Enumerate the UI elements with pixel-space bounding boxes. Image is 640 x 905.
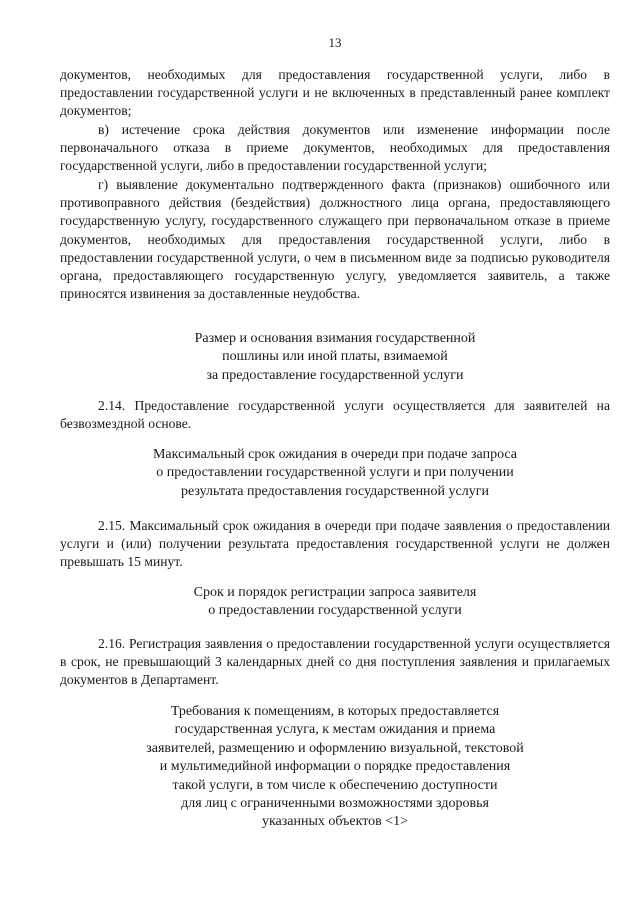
paragraph-item-g: г) выявление документально подтвержденного факта (признаков) ошибочного или противоправного действия (бездействия) должностного лица органа, предоставляющего государственную услугу, государственного служащего при первоначальном отказе в приеме документов, необходимых для предоставления государственной услуги, либо в предоставлении государственной услуги, о чем в письменном виде за подписью руководителя органа, предоставляющего государственную услугу, уведомляется заявитель, а также приносятся извинения за доставленные неудобства. [60, 177, 610, 302]
paragraph-2-14: 2.14. Предоставление государственной услуги осуществляется для заявителей на безвозмездной основе. [60, 398, 610, 432]
heading-line: Требования к помещениям, в которых предоставляется [170, 704, 500, 719]
heading-line: заявителей, размещению и оформлению визуальной, текстовой [146, 740, 524, 756]
heading-line: и мультимедийной информации о порядке предоставления [159, 759, 511, 775]
heading-line: указанных объектов <1> [261, 814, 409, 830]
heading-line: такой услуги, в том числе к обеспечению доступности [172, 777, 498, 793]
heading-line: Максимальный срок ожидания в очереди при подаче запроса [152, 447, 518, 462]
paragraph-2-15: 2.15. Максимальный срок ожидания в очереди при подаче заявления о предоставлении услуги и (или) получении результата предоставления государственной услуги не должен превышать 15 минут. [60, 518, 610, 570]
heading-queue-time [60, 446, 610, 501]
heading-line: результата предоставления государственной услуги [181, 483, 489, 499]
page-number: 13 [328, 35, 342, 50]
heading-premises-requirements [60, 703, 610, 832]
heading-line: о предоставлении государственной услуги и при получении [156, 465, 514, 481]
heading-line: Срок и порядок регистрации запроса заявителя [193, 585, 477, 600]
paragraph-documents-continuation: документов, необходимых для предоставления государственной услуги, либо в предоставлении государственной услуги и не включенных в представленный ранее комплект документов; [60, 67, 610, 119]
paragraph-2-16: 2.16. Регистрация заявления о предоставлении государственной услуги осуществляется в срок, не превышающий 3 календарных дней со дня поступления заявления и прилагаемых документов в Департамент. [60, 636, 610, 688]
heading-fee [60, 330, 610, 385]
heading-line: пошлины или иной платы, взимаемой [222, 349, 448, 365]
heading-line: для лиц с ограниченными возможностями здоровья [181, 796, 489, 812]
heading-line: государственная услуга, к местам ожидания и приема [174, 722, 496, 738]
heading-registration [60, 584, 610, 621]
paragraph-item-v: в) истечение срока действия документов или изменение информации после первоначального отказа в приеме документов, необходимых для предоставления государственной услуги, либо в предоставлении государственной услуги; [60, 122, 610, 174]
heading-line: о предоставлении государственной услуги [208, 603, 462, 619]
heading-line: Размер и основания взимания государственной [194, 331, 476, 346]
heading-line: за предоставление государственной услуги [206, 367, 464, 383]
